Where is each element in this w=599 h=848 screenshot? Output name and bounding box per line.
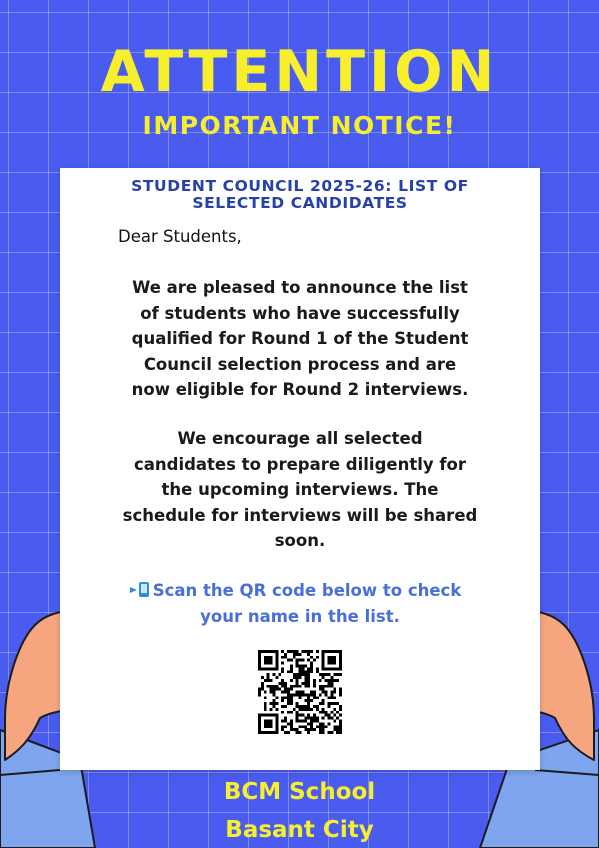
paragraph-line: Council selection process and are — [143, 354, 457, 374]
paragraph-line: We are pleased to announce the list — [132, 278, 468, 297]
notice-paper — [60, 168, 540, 770]
greeting-text: Dear Students, — [118, 227, 242, 246]
paragraph-line: soon. — [274, 531, 326, 550]
paragraph-line: schedule for interviews will be shared — [122, 505, 478, 525]
scan-line — [100, 578, 500, 604]
paragraph-line: We encourage all selected — [177, 429, 423, 448]
encouragement-paragraph — [100, 426, 500, 554]
scan-line: your name in the list. — [200, 606, 400, 626]
paragraph-line: now eligible for Round 2 interviews. — [131, 380, 469, 399]
attention-title: ATTENTION — [100, 39, 499, 105]
paragraph-line: the upcoming interviews. The — [161, 480, 439, 499]
notice-heading — [60, 178, 540, 212]
mobile-phone-arrow-icon — [139, 582, 149, 597]
paragraph-line: candidates to prepare diligently for — [133, 454, 467, 474]
announcement-paragraph — [100, 275, 500, 403]
notice-heading-line: STUDENT COUNCIL 2025-26: LIST OF — [131, 177, 469, 195]
paragraph-line: of students who have successfully — [140, 303, 460, 323]
paragraph-line: qualified for Round 1 of the Student — [131, 329, 469, 348]
scan-instruction — [100, 578, 500, 629]
qr-code-icon[interactable] — [258, 650, 342, 734]
scan-line-text: Scan the QR code below to check — [152, 581, 462, 600]
school-name: BCM School — [223, 779, 376, 805]
school-location: Basant City — [225, 817, 374, 843]
important-notice-subtitle: IMPORTANT NOTICE! — [142, 111, 457, 140]
notice-heading-line: SELECTED CANDIDATES — [192, 194, 408, 212]
